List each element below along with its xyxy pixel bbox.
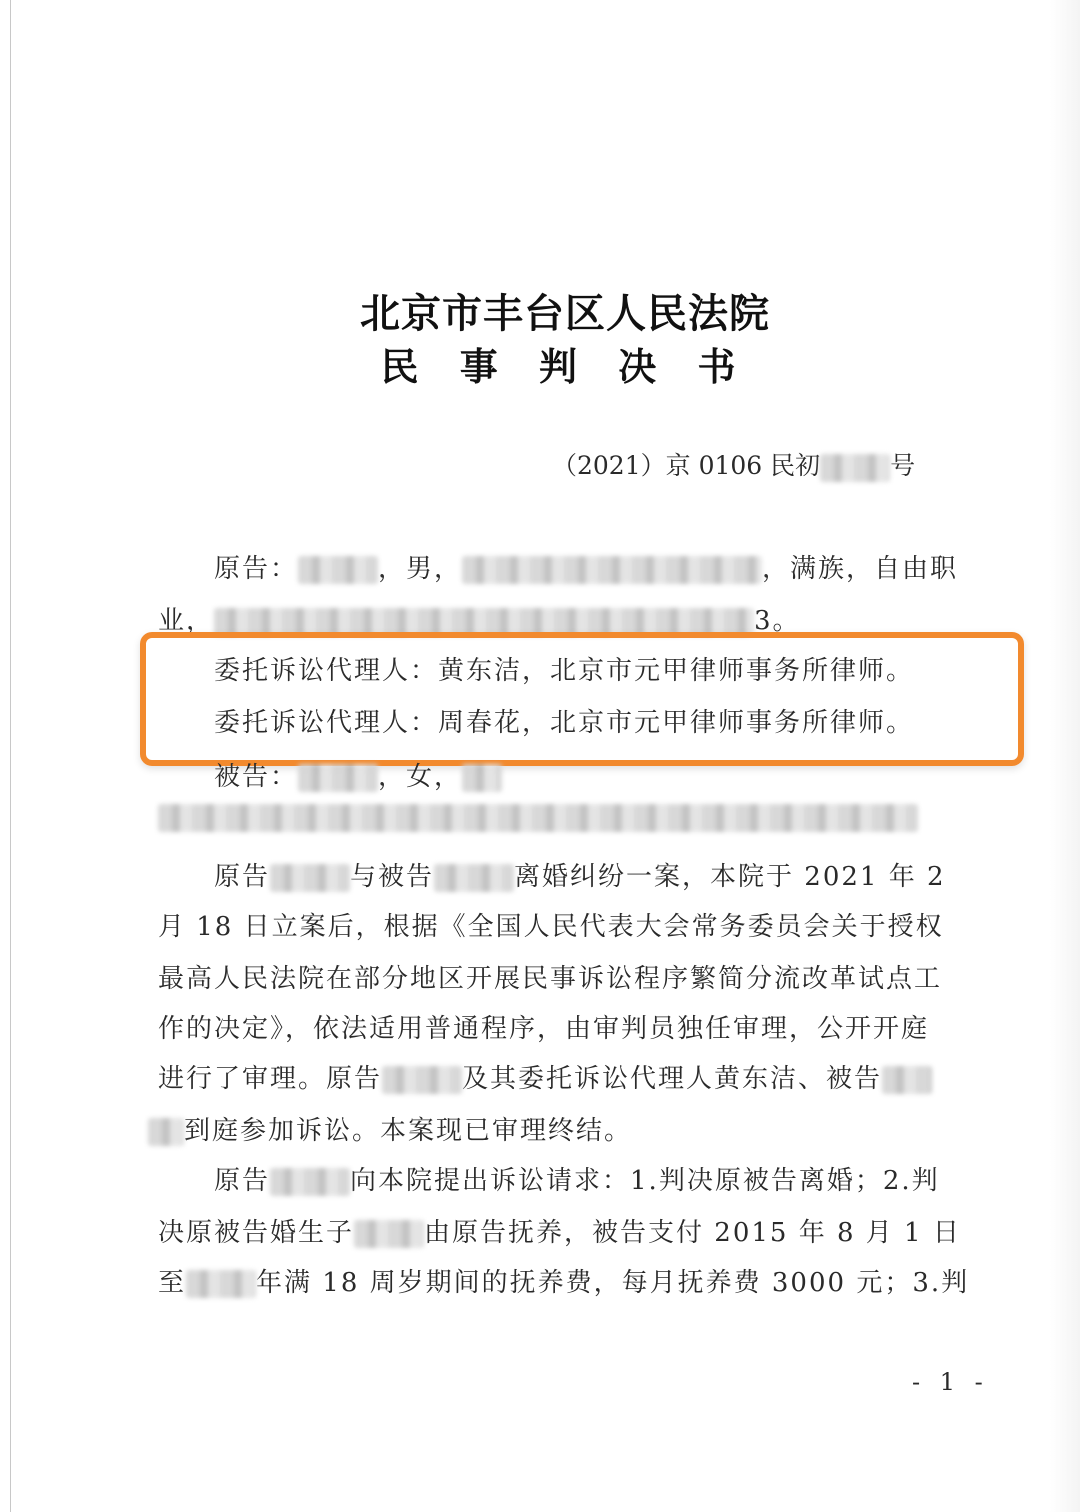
paragraph-line: 决原被告婚生子 由原告抚养，被告支付 2015 年 8 月 1 日	[158, 1218, 961, 1248]
redacted-birth	[462, 764, 502, 792]
redacted-name	[270, 864, 350, 892]
paragraph-line: 作的决定》，依法适用普通程序，由审判员独任审理，公开开庭	[158, 1014, 930, 1044]
case-number-suffix: 号	[890, 451, 916, 480]
case-number	[552, 446, 915, 482]
plaintiff-line: 原告： ，男， ，满族，自由职	[214, 554, 959, 584]
redacted-name	[148, 1118, 184, 1146]
plaintiff-address-line: 业， 3。	[158, 606, 801, 636]
paragraph-line: 月 18 日立案后，根据《全国人民代表大会常务委员会关于授权	[158, 912, 944, 942]
redacted-case-number	[820, 454, 890, 482]
paragraph-line: 至 年满 18 周岁期间的抚养费，每月抚养费 3000 元；3.判	[158, 1268, 970, 1298]
paragraph-line: 到庭参加诉讼。本案现已审理终结。	[148, 1110, 632, 1147]
document-type-title: 民 事 判 决 书	[380, 345, 750, 389]
redacted-birth	[462, 556, 762, 584]
redacted-name	[298, 556, 378, 584]
redacted-name	[270, 1168, 350, 1196]
redacted-name	[882, 1066, 932, 1094]
redacted-name	[382, 1066, 462, 1094]
highlight-box	[140, 632, 1024, 766]
redacted-name	[298, 764, 378, 792]
paragraph-line: 进行了审理。原告 及其委托诉讼代理人黄东洁、被告	[158, 1058, 932, 1095]
agent-line-2: 委托诉讼代理人：周春花，北京市元甲律师事务所律师。	[214, 708, 915, 738]
defendant-address-line	[158, 802, 918, 832]
redacted-address	[158, 804, 918, 832]
redacted-name	[434, 864, 514, 892]
redacted-date	[186, 1270, 256, 1298]
paragraph-line: 原告 与被告 离婚纠纷一案，本院于 2021 年 2	[214, 862, 946, 892]
case-number-prefix: （2021）京 0106 民初	[552, 451, 821, 480]
agent-line-1: 委托诉讼代理人：黄东洁，北京市元甲律师事务所律师。	[214, 656, 915, 686]
redacted-name	[354, 1220, 424, 1248]
page-number: - 1 -	[912, 1368, 989, 1396]
defendant-line: 被告： ，女，	[214, 756, 502, 793]
page-left-edge	[10, 0, 11, 1512]
paragraph-line: 最高人民法院在部分地区开展民事诉讼程序繁简分流改革试点工	[158, 964, 943, 994]
paragraph-line: 原告 向本院提出诉讼请求：1.判决原被告离婚；2.判	[214, 1166, 940, 1196]
court-name: 北京市丰台区人民法院	[360, 291, 770, 337]
page-right-shadow	[1050, 0, 1080, 1512]
